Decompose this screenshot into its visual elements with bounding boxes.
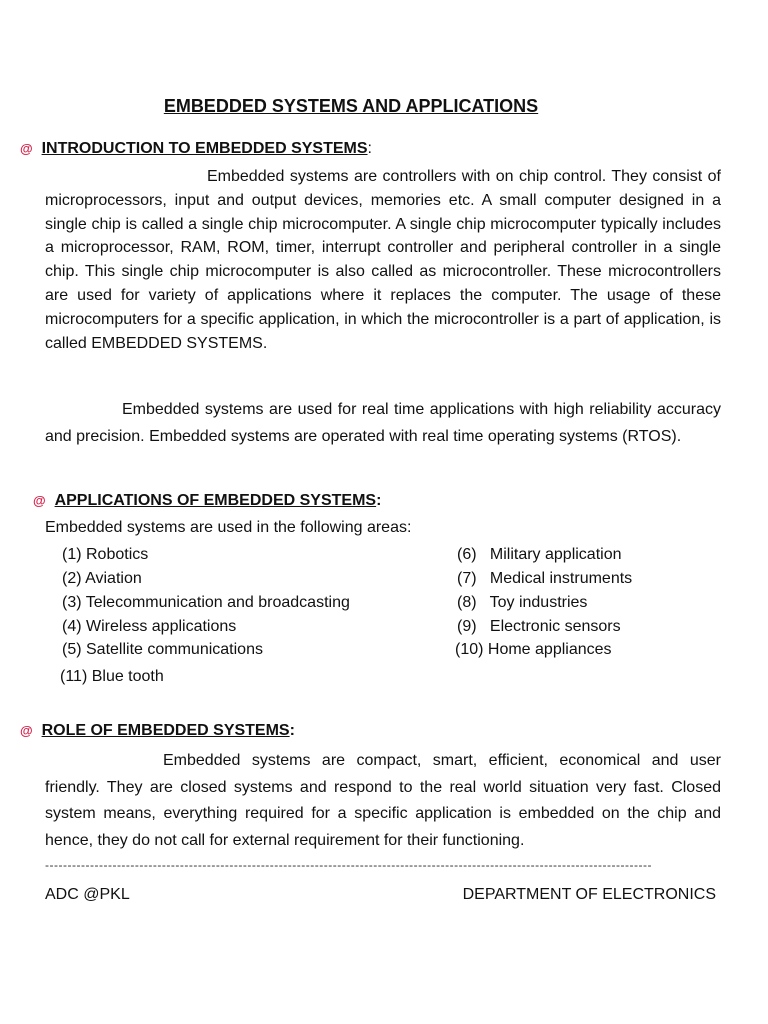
list-item: (8) Toy industries <box>457 594 588 611</box>
footer-left: ADC @PKL <box>45 886 130 903</box>
intro-paragraph-1: Embedded systems are controllers with on chip control. They consist of microprocessors, input and output devices, memories etc. A small computer designed in a single chip is called a single chip microcomputer. A single chip microcomputer typically includes a microprocessor, RAM, ROM, timer, interrupt controller and peripheral controller in a single chip. This single chip microcomputer is also called as microcontroller. These microcontrollers are used for variety of applications where it replaces the computer. The usage of these microcomputers for a specific application, in which the microcontroller is a part of application, is called EMBEDDED SYSTEMS. <box>45 168 721 352</box>
list-item: (3) Telecommunication and broadcasting <box>62 594 350 611</box>
bullet-icon: @ <box>20 141 33 156</box>
document-title: EMBEDDED SYSTEMS AND APPLICATIONS <box>163 96 539 116</box>
applications-lead: Embedded systems are used in the following areas: <box>45 519 412 536</box>
intro-heading: @ INTRODUCTION TO EMBEDDED SYSTEMS: <box>20 140 372 157</box>
bullet-icon: @ <box>33 493 46 508</box>
applications-heading-text: APPLICATIONS OF EMBEDDED SYSTEMS <box>54 492 377 509</box>
list-item: (10) Home appliances <box>455 641 612 658</box>
list-item: (5) Satellite communications <box>62 641 263 658</box>
list-item: (1) Robotics <box>62 546 149 563</box>
list-item: (11) Blue tooth <box>60 668 164 685</box>
intro-paragraph-2: Embedded systems are used for real time applications with high reliability accuracy and precision. Embedded systems are operated with real time operating systems (RTOS). <box>45 401 721 445</box>
list-item: (9) Electronic sensors <box>457 618 621 635</box>
list-item: (2) Aviation <box>62 570 142 587</box>
footer-right: DEPARTMENT OF ELECTRONICS <box>462 886 716 903</box>
role-heading-text: ROLE OF EMBEDDED SYSTEMS <box>41 722 290 739</box>
bullet-icon: @ <box>20 723 33 738</box>
list-item: (4) Wireless applications <box>62 618 237 635</box>
applications-heading: @ APPLICATIONS OF EMBEDDED SYSTEMS: <box>33 492 382 509</box>
role-heading: @ ROLE OF EMBEDDED SYSTEMS: <box>20 722 295 739</box>
role-paragraph: Embedded systems are compact, smart, efficient, economical and user friendly. They are closed systems and respond to the real world situation very fast. Closed system means, everything required for a specific application is embedded on the chip and hence, they do not call for external requirement for their functioning. <box>45 752 721 849</box>
footer-divider: --------------------------------------------------------------------------------------------------------------------------------------- <box>45 858 652 872</box>
intro-heading-text: INTRODUCTION TO EMBEDDED SYSTEMS <box>41 140 368 157</box>
list-item: (7) Medical instruments <box>457 570 633 587</box>
list-item: (6) Military application <box>457 546 622 563</box>
